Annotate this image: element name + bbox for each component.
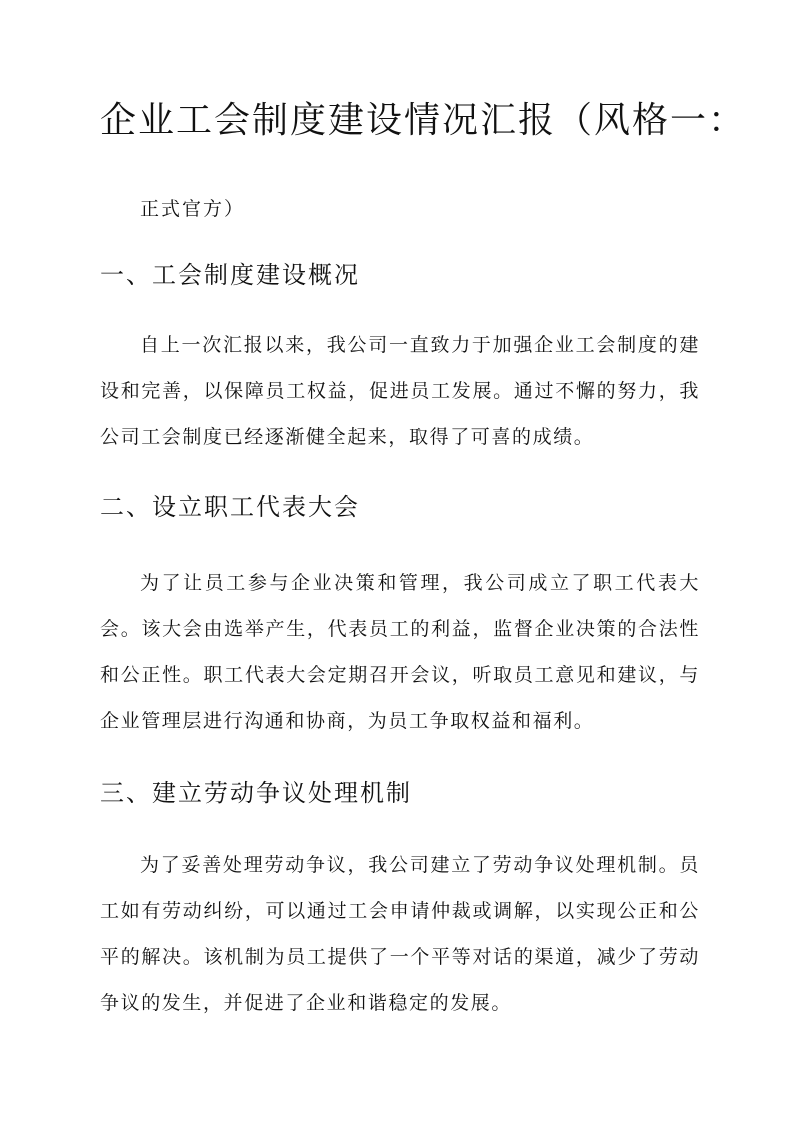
section-heading-workers-congress: 二、设立职工代表大会 [100, 493, 360, 521]
section-heading-dispute-mechanism: 三、建立劳动争议处理机制 [100, 779, 412, 807]
section-paragraph-dispute-mechanism: 为了妥善处理劳动争议，我公司建立了劳动争议处理机制。员工如有劳动纠纷，可以通过工会申请仲裁或调解，以实现公正和公平的解决。该机制为员工提供了一个平等对话的渠道，减少了劳动争议的发生，并促进了企业和谐稳定的发展。 [100, 854, 700, 1014]
document-subtitle: 正式官方） [140, 198, 246, 220]
section-paragraph-workers-congress: 为了让员工参与企业决策和管理，我公司成立了职工代表大会。该大会由选举产生，代表员工的利益，监督企业决策的合法性和公正性。职工代表大会定期召开会议，听取员工意见和建议，与企业管理层进行沟通和协商，为员工争取权益和福利。 [100, 572, 700, 732]
section-paragraph-overview: 自上一次汇报以来，我公司一直致力于加强企业工会制度的建设和完善，以保障员工权益，促进员工发展。通过不懈的努力，我公司工会制度已经逐渐健全起来，取得了可喜的成绩。 [100, 334, 700, 448]
section-heading-overview: 一、工会制度建设概况 [100, 261, 360, 289]
document-title: 企业工会制度建设情况汇报（风格一： [100, 100, 747, 141]
